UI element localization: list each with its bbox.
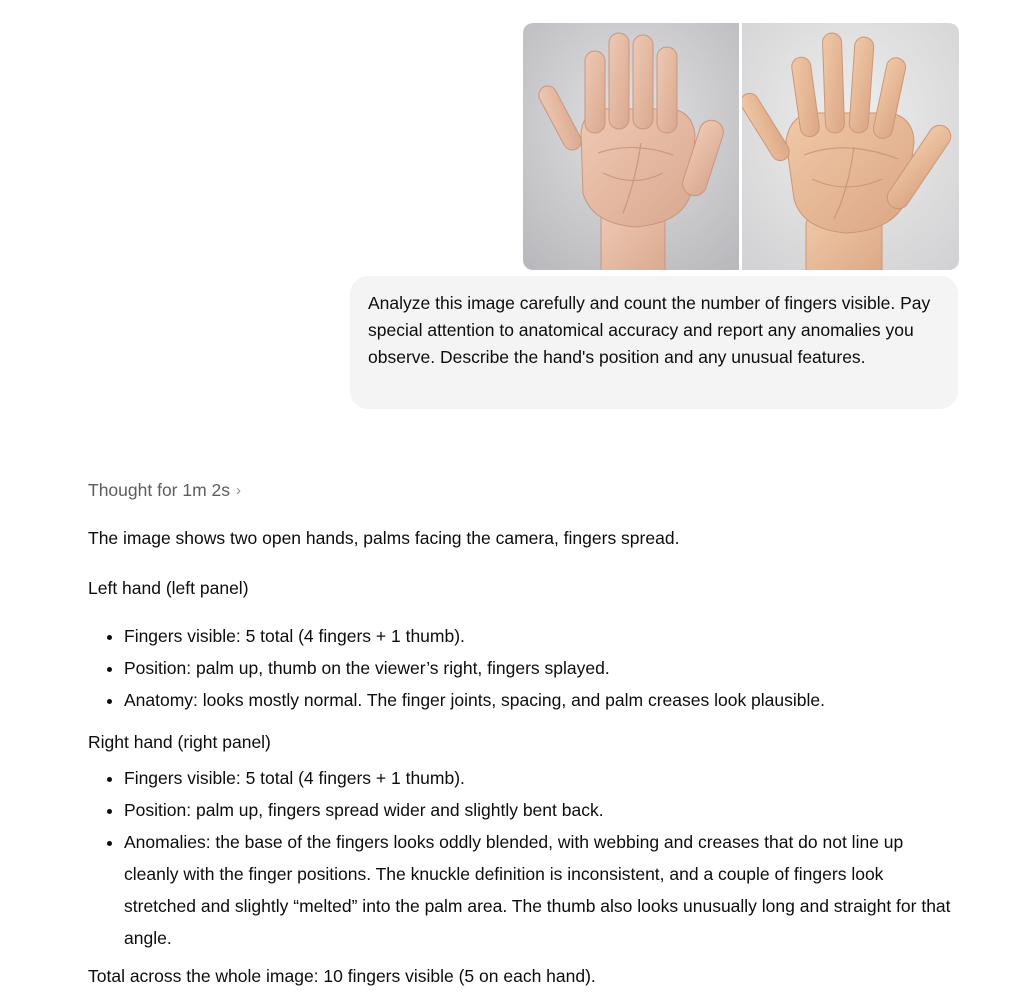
list-item: • Fingers visible: 5 total (4 fingers + 1 thumb).: [124, 620, 958, 652]
response-total: Total across the whole image: 10 fingers visible (5 on each hand).: [88, 966, 596, 986]
list-item: • Anatomy: looks mostly normal. The finger joints, spacing, and palm creases look plausible.: [124, 684, 958, 716]
thought-toggle[interactable]: [88, 480, 241, 501]
attached-image[interactable]: [523, 23, 959, 270]
list-item: • Position: palm up, thumb on the viewer’s right, fingers splayed.: [124, 652, 958, 684]
list-item: • Fingers visible: 5 total (4 fingers + 1 thumb).: [124, 762, 958, 794]
response-intro: The image shows two open hands, palms facing the camera, fingers spread.: [88, 528, 680, 548]
thought-label: Thought for 1m 2s: [88, 480, 231, 500]
left-hand-image: [523, 23, 739, 270]
user-message-text: Analyze this image carefully and count the number of fingers visible. Pay special attention to anatomical accuracy and report any anomalies you observe. Describe the hand's position and any unusual features.: [368, 293, 931, 367]
right-hand-image: [742, 23, 959, 270]
right-hand-list: [88, 762, 958, 954]
user-message: [350, 276, 958, 409]
chevron-right-icon: ›: [236, 482, 242, 499]
list-item: • Anomalies: the base of the fingers looks oddly blended, with webbing and creases that do not line up cleanly with the finger positions. The knuckle definition is inconsistent, and a couple of fingers look stretched and slightly “melted” into the palm area. The thumb also looks unusually long and straight for that angle.: [124, 826, 958, 954]
left-hand-list: [88, 620, 958, 716]
assistant-response: [88, 522, 958, 992]
left-hand-heading: Left hand (left panel): [88, 578, 249, 598]
list-item: • Position: palm up, fingers spread wider and slightly bent back.: [124, 794, 958, 826]
right-hand-heading: Right hand (right panel): [88, 732, 271, 752]
